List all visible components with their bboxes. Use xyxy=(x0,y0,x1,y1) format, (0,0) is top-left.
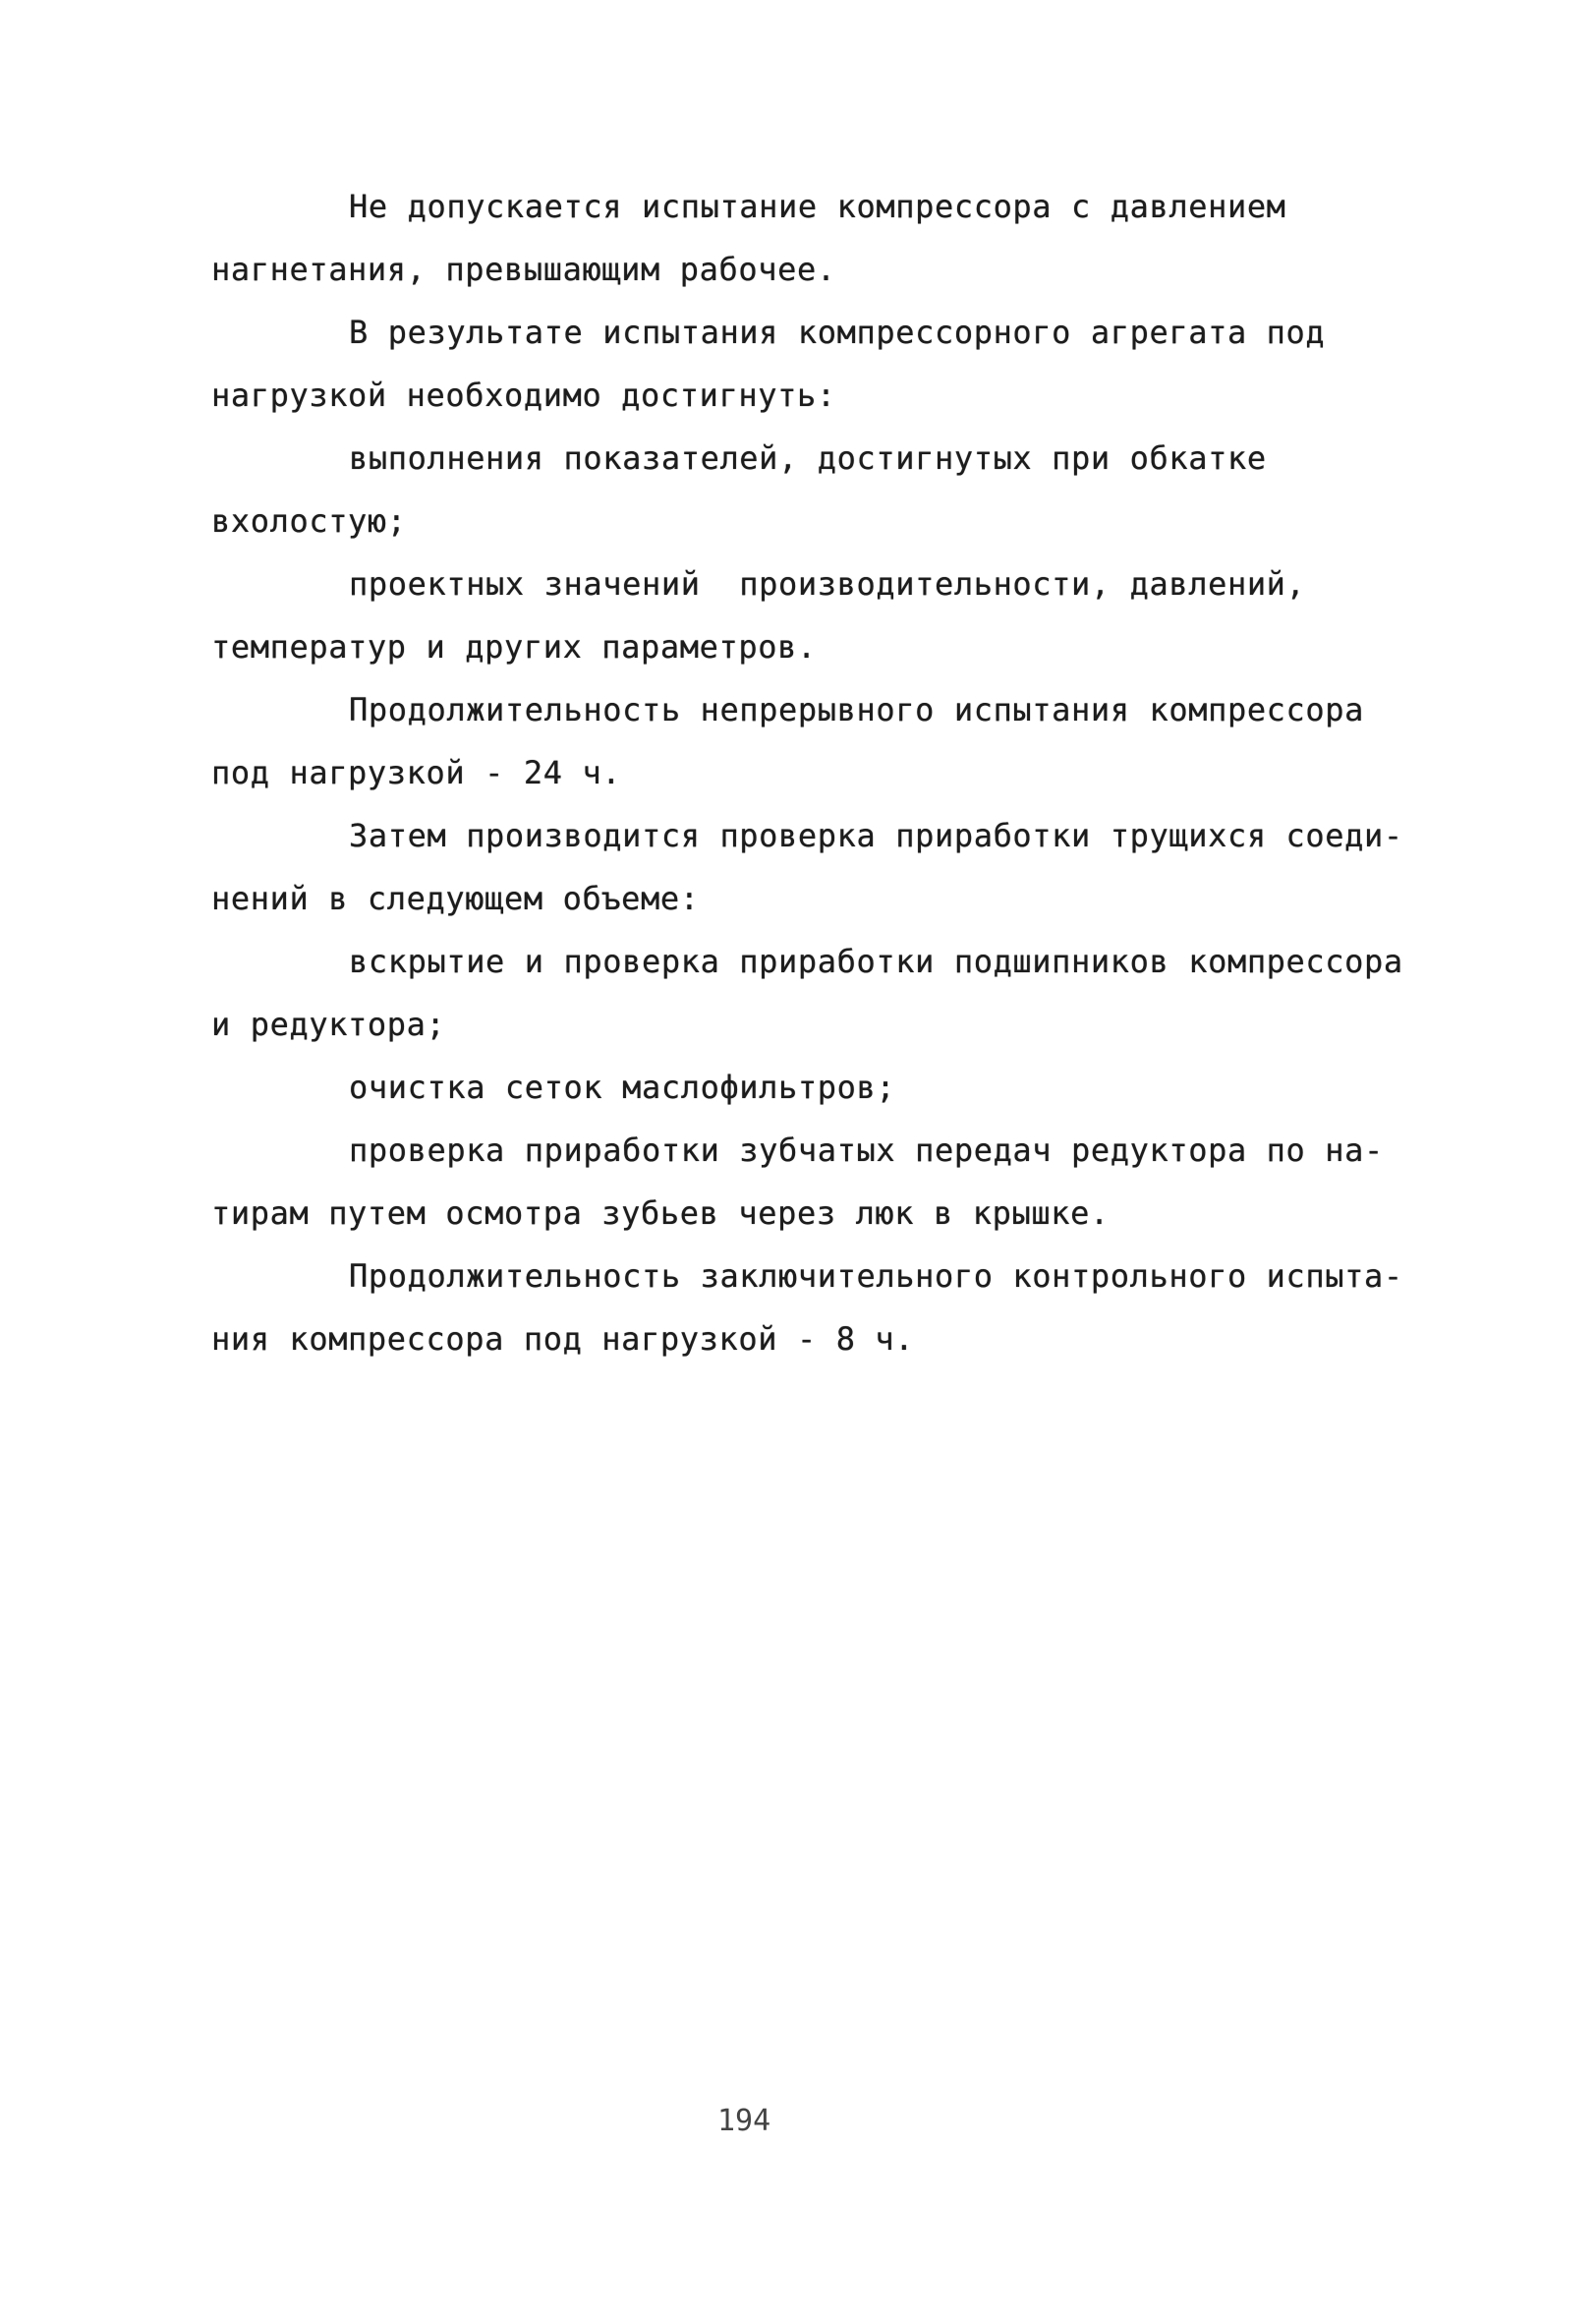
text-line: нений в следующем объеме: xyxy=(211,880,700,917)
text-line: и редуктора; xyxy=(211,1006,446,1043)
text-line: Продолжительность непрерывного испытания компрессора xyxy=(349,691,1365,728)
text-line: Не допускается испытание компрессора с давлением xyxy=(349,188,1286,225)
text-line: выполнения показателей, достигнутых при обкатке xyxy=(349,439,1267,477)
text-line: вхолостую; xyxy=(211,502,407,540)
text-line: Продолжительность заключительного контрольного испыта- xyxy=(349,1257,1403,1295)
text-line: под нагрузкой - 24 ч. xyxy=(211,754,622,791)
text-line: В результате испытания компрессорного агрегата под xyxy=(349,314,1326,351)
text-line: температур и других параметров. xyxy=(211,628,817,666)
text-line: проверка приработки зубчатых передач редуктора по на- xyxy=(349,1132,1384,1169)
text-line: проектных значений производительности, давлений, xyxy=(349,565,1306,603)
page-number: 194 xyxy=(717,2104,771,2138)
text-line: тирам путем осмотра зубьев через люк в крышке. xyxy=(211,1194,1110,1232)
text-line: нагрузкой необходимо достигнуть: xyxy=(211,377,836,414)
text-line: Затем производится проверка приработки трущихся соеди- xyxy=(349,817,1403,854)
text-line: нагнетания, превышающим рабочее. xyxy=(211,251,836,288)
text-line: очистка сеток маслофильтров; xyxy=(349,1069,896,1106)
text-line: вскрытие и проверка приработки подшипников компрессора xyxy=(349,943,1403,980)
text-line: ния компрессора под нагрузкой - 8 ч. xyxy=(211,1320,915,1358)
